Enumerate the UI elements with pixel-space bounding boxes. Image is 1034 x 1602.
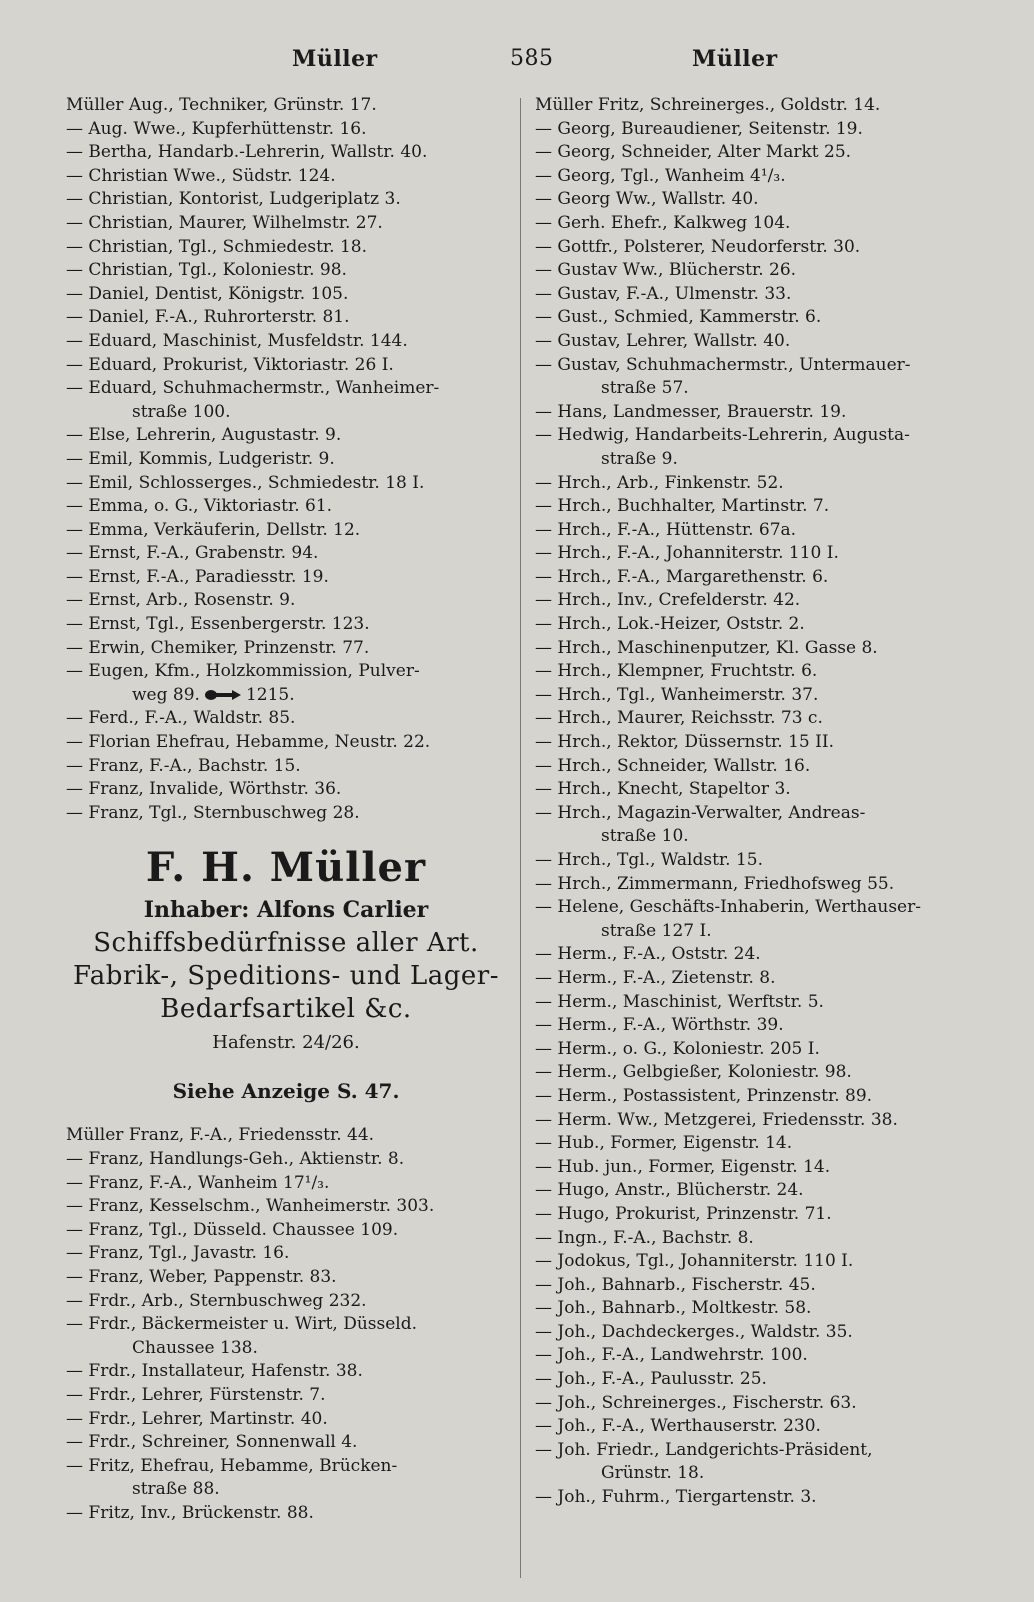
directory-entry (535, 637, 965, 661)
entry-text: — Herm. Ww., Metzgerei, Friedensstr. 38. (535, 1109, 898, 1130)
directory-entry (535, 849, 965, 873)
entry-text: Chaussee 138. (132, 1337, 258, 1358)
directory-entry (535, 707, 965, 731)
entry-text: — Georg, Bureaudiener, Seitenstr. 19. (535, 118, 863, 139)
directory-entry (535, 1014, 965, 1038)
left-column (66, 94, 506, 1526)
entry-text: straße 100. (132, 401, 231, 422)
directory-entry (66, 1384, 506, 1408)
entry-text: — Hrch., Buchhalter, Martinstr. 7. (535, 496, 830, 517)
ad-line: Bedarfsartikel &c. (160, 994, 412, 1025)
ad-line: Schiffsbedürfnisse aller Art. (93, 928, 479, 959)
entry-text: — Gerh. Ehefr., Kalkweg 104. (535, 212, 791, 233)
entry-text: — Franz, Tgl., Javastr. 16. (66, 1243, 290, 1264)
directory-entry (535, 1321, 965, 1345)
directory-entry (535, 991, 965, 1015)
directory-entry (535, 401, 965, 425)
ad-owner: Inhaber: Alfons Carlier (143, 897, 429, 924)
directory-entry (66, 236, 506, 260)
entry-text: — Jodokus, Tgl., Johanniterstr. 110 I. (535, 1251, 854, 1272)
directory-entry (66, 755, 506, 779)
directory-entry (535, 1179, 965, 1203)
entry-text: — Ernst, F.-A., Grabenstr. 94. (66, 543, 319, 564)
entry-text: — Joh. Friedr., Landgerichts-Präsident, (535, 1439, 873, 1460)
entry-text: — Aug. Wwe., Kupferhüttenstr. 16. (66, 118, 367, 139)
directory-entry (535, 424, 965, 448)
entry-text: — Joh., Bahnarb., Fischerstr. 45. (535, 1274, 816, 1295)
directory-entry (66, 472, 506, 496)
directory-entry (66, 519, 506, 543)
entry-text: — Franz, F.-A., Wanheim 17¹/₃. (66, 1172, 330, 1193)
entry-text: straße 88. (132, 1479, 220, 1500)
directory-entry (535, 1203, 965, 1227)
entry-text: — Christian, Tgl., Koloniestr. 98. (66, 260, 347, 281)
directory-entry (66, 637, 506, 661)
entry-text: — Christian, Kontorist, Ludgeriplatz 3. (66, 189, 401, 210)
entry-continuation (66, 1337, 506, 1361)
entry-text: — Hedwig, Handarbeits-Lehrerin, Augusta- (535, 425, 910, 446)
entry-text: — Franz, Handlungs-Geh., Aktienstr. 8. (66, 1149, 405, 1169)
entry-text: — Gustav, Lehrer, Wallstr. 40. (535, 330, 791, 351)
entry-text: — Frdr., Lehrer, Martinstr. 40. (66, 1408, 328, 1429)
directory-entry (535, 1392, 965, 1416)
directory-entry (535, 1274, 965, 1298)
entry-text: — Hub. jun., Former, Eigenstr. 14. (535, 1156, 831, 1177)
entry-text: — Georg, Tgl., Wanheim 4¹/₃. (535, 165, 786, 186)
directory-entry (66, 1455, 506, 1479)
directory-entry (535, 1415, 965, 1439)
header-right-name: Müller (692, 46, 778, 72)
entry-text: — Eduard, Maschinist, Musfeldstr. 144. (66, 330, 408, 351)
directory-entry (535, 354, 965, 378)
directory-entry (535, 283, 965, 307)
directory-entry (66, 259, 506, 283)
entry-text: — Herm., F.-A., Oststr. 24. (535, 944, 761, 965)
entry-text: — Christian, Maurer, Wilhelmstr. 27. (66, 212, 383, 233)
entry-text: — Joh., F.-A., Paulusstr. 25. (535, 1369, 767, 1390)
entry-text: — Joh., Dachdeckerges., Waldstr. 35. (535, 1321, 853, 1342)
directory-entry (535, 542, 965, 566)
entry-text: — Eduard, Schuhmachermstr., Wanheimer- (66, 378, 440, 399)
advertisement (66, 843, 506, 1108)
directory-entry (66, 589, 506, 613)
entry-text: — Joh., Fuhrm., Tiergartenstr. 3. (535, 1487, 817, 1508)
entry-text: — Joh., F.-A., Landwehrstr. 100. (535, 1345, 808, 1366)
directory-entry (66, 141, 506, 165)
directory-entry (535, 684, 965, 708)
directory-entry (66, 448, 506, 472)
entry-continuation (66, 684, 506, 708)
right-entries (535, 94, 965, 1510)
phone-number: 1215. (245, 684, 295, 705)
entry-text: — Herm., o. G., Koloniestr. 205 I. (535, 1038, 820, 1059)
directory-entry (66, 802, 506, 826)
ad-reference: Siehe Anzeige S. 47. (172, 1079, 400, 1104)
entry-text: — Frdr., Schreiner, Sonnenwall 4. (66, 1432, 358, 1453)
entry-text: — Gust., Schmied, Kammerstr. 6. (535, 307, 822, 328)
entry-text: — Ernst, Arb., Rosenstr. 9. (66, 590, 296, 611)
entry-text: — Hrch., Arb., Finkenstr. 52. (535, 472, 784, 493)
entry-text: — Herm., Maschinist, Werftstr. 5. (535, 991, 824, 1012)
entry-text: — Joh., F.-A., Werthauserstr. 230. (535, 1416, 821, 1437)
entry-text: — Georg Ww., Wallstr. 40. (535, 189, 759, 210)
entry-text: — Hrch., Maurer, Reichsstr. 73 c. (535, 708, 823, 729)
entry-text: — Hugo, Prokurist, Prinzenstr. 71. (535, 1203, 832, 1224)
directory-entry (535, 731, 965, 755)
entry-text: — Helene, Geschäfts-Inhaberin, Werthauser- (535, 897, 921, 918)
entry-text: — Emma, Verkäuferin, Dellstr. 12. (66, 519, 361, 540)
entry-text: — Emil, Schlosserges., Schmiedestr. 18 I. (66, 472, 425, 493)
directory-entry (535, 330, 965, 354)
entry-text: — Fritz, Ehefrau, Hebamme, Brücken- (66, 1455, 398, 1476)
entry-continuation (535, 920, 965, 944)
entry-text: — Ernst, Tgl., Essenbergerstr. 123. (66, 614, 370, 635)
entry-text: straße 127 I. (601, 920, 712, 941)
directory-entry (66, 1408, 506, 1432)
entry-text: — Herm., Postassistent, Prinzenstr. 89. (535, 1085, 873, 1106)
telephone-icon (204, 689, 242, 701)
directory-entry (535, 236, 965, 260)
directory-entry (535, 1344, 965, 1368)
entry-text: — Emma, o. G., Viktoriastr. 61. (66, 496, 333, 517)
directory-entry (66, 1124, 506, 1148)
entry-text: — Daniel, F.-A., Ruhrorterstr. 81. (66, 307, 350, 328)
entry-text: — Franz, Tgl., Sternbuschweg 28. (66, 802, 360, 823)
entry-text: — Else, Lehrerin, Augustastr. 9. (66, 425, 342, 446)
entry-text: — Gustav, F.-A., Ulmenstr. 33. (535, 283, 792, 304)
directory-entry (66, 613, 506, 637)
directory-entry (535, 589, 965, 613)
directory-entry (535, 778, 965, 802)
directory-entry (66, 94, 506, 118)
entry-text: — Hrch., Knecht, Stapeltor 3. (535, 779, 791, 800)
directory-entry (535, 1250, 965, 1274)
directory-entry (535, 94, 965, 118)
directory-entry (66, 542, 506, 566)
directory-entry (66, 1172, 506, 1196)
entry-text: — Gustav, Schuhmachermstr., Untermauer- (535, 354, 911, 375)
directory-entry (66, 283, 506, 307)
entry-text: straße 57. (601, 378, 689, 399)
entry-text: — Frdr., Arb., Sternbuschweg 232. (66, 1290, 367, 1311)
directory-entry (535, 1368, 965, 1392)
ad-line: Fabrik-, Speditions- und Lager- (72, 961, 500, 992)
directory-entry (66, 1360, 506, 1384)
directory-entry (535, 1132, 965, 1156)
entry-text: — Bertha, Handarb.-Lehrerin, Wallstr. 40. (66, 142, 428, 163)
entry-text: — Franz, Weber, Pappenstr. 83. (66, 1266, 337, 1287)
entry-text: — Hrch., F.-A., Johanniterstr. 110 I. (535, 543, 839, 564)
directory-entry (535, 188, 965, 212)
directory-entry (66, 1148, 506, 1172)
entry-text: — Fritz, Inv., Brückenstr. 88. (66, 1502, 314, 1523)
directory-entry (535, 118, 965, 142)
directory-entry (66, 566, 506, 590)
directory-entry (535, 896, 965, 920)
left-entries-top (66, 94, 506, 825)
entry-text: — Franz, Tgl., Düsseld. Chaussee 109. (66, 1219, 399, 1240)
entry-text: — Georg, Schneider, Alter Markt 25. (535, 142, 852, 163)
entry-text: — Hrch., F.-A., Hüttenstr. 67a. (535, 519, 797, 540)
entry-continuation (535, 377, 965, 401)
entry-continuation (66, 401, 506, 425)
ad-address: Hafenstr. 24/26. (212, 1032, 360, 1054)
entry-text: — Hrch., F.-A., Margarethenstr. 6. (535, 566, 829, 587)
entry-text: — Franz, F.-A., Bachstr. 15. (66, 755, 301, 776)
directory-entry (66, 330, 506, 354)
entry-text: — Hrch., Maschinenputzer, Kl. Gasse 8. (535, 637, 878, 658)
entry-text: — Hrch., Tgl., Wanheimerstr. 37. (535, 684, 819, 705)
entry-text: — Frdr., Bäckermeister u. Wirt, Düsseld. (66, 1314, 418, 1335)
entry-text: — Gustav Ww., Blücherstr. 26. (535, 260, 797, 281)
entry-text: — Ingn., F.-A., Bachstr. 8. (535, 1227, 754, 1248)
directory-entry (535, 873, 965, 897)
directory-entry (535, 519, 965, 543)
entry-text: — Herm., Gelbgießer, Koloniestr. 98. (535, 1062, 852, 1083)
entry-text: — Ferd., F.-A., Waldstr. 85. (66, 708, 296, 729)
directory-entry (535, 566, 965, 590)
entry-text: — Hrch., Zimmermann, Friedhofsweg 55. (535, 873, 895, 894)
entry-text: — Herm., F.-A., Zietenstr. 8. (535, 967, 776, 988)
directory-entry (66, 377, 506, 401)
directory-entry (535, 212, 965, 236)
directory-entry (535, 660, 965, 684)
entry-text: — Hrch., Rektor, Düssernstr. 15 II. (535, 732, 834, 753)
directory-entry (535, 1038, 965, 1062)
left-entries-bottom (66, 1124, 506, 1525)
directory-entry (535, 613, 965, 637)
directory-entry (535, 306, 965, 330)
directory-entry (535, 1486, 965, 1510)
entry-text: — Eugen, Kfm., Holzkommission, Pulver- (66, 661, 420, 682)
entry-text: — Hugo, Anstr., Blücherstr. 24. (535, 1180, 804, 1201)
entry-text: — Hrch., Lok.-Heizer, Oststr. 2. (535, 614, 805, 635)
directory-entry (66, 1313, 506, 1337)
directory-entry (66, 1502, 506, 1526)
directory-entry (66, 424, 506, 448)
entry-text: — Franz, Invalide, Wörthstr. 36. (66, 779, 342, 800)
entry-text: — Franz, Kesselschm., Wanheimerstr. 303. (66, 1196, 435, 1217)
entry-text: — Hrch., Schneider, Wallstr. 16. (535, 755, 811, 776)
entry-text: — Hrch., Tgl., Waldstr. 15. (535, 850, 764, 870)
entry-text: Müller Franz, F.-A., Friedensstr. 44. (66, 1125, 375, 1146)
directory-entry (535, 1227, 965, 1251)
entry-continuation (535, 825, 965, 849)
entry-text: — Daniel, Dentist, Königstr. 105. (66, 283, 349, 304)
directory-entry (535, 1085, 965, 1109)
entry-text: — Emil, Kommis, Ludgeristr. 9. (66, 448, 335, 469)
entry-text: Müller Aug., Techniker, Grünstr. 17. (66, 95, 377, 115)
entry-continuation (535, 1462, 965, 1486)
entry-text: — Erwin, Chemiker, Prinzenstr. 77. (66, 637, 370, 658)
directory-entry (535, 1156, 965, 1180)
directory-entry (535, 495, 965, 519)
directory-entry (66, 212, 506, 236)
directory-entry (535, 755, 965, 779)
directory-entry (66, 306, 506, 330)
directory-entry (66, 188, 506, 212)
directory-entry (66, 660, 506, 684)
entry-text: Müller Fritz, Schreinerges., Goldstr. 14. (535, 95, 881, 115)
entry-text: — Hrch., Inv., Crefelderstr. 42. (535, 590, 801, 611)
directory-entry (535, 472, 965, 496)
directory-entry (66, 354, 506, 378)
directory-entry (66, 165, 506, 189)
directory-entry (66, 1219, 506, 1243)
entry-text: — Christian, Tgl., Schmiedestr. 18. (66, 236, 368, 257)
entry-text: — Joh., Schreinerges., Fischerstr. 63. (535, 1392, 857, 1413)
directory-entry (66, 707, 506, 731)
directory-entry (535, 1297, 965, 1321)
entry-text: — Eduard, Prokurist, Viktoriastr. 26 I. (66, 354, 394, 375)
directory-entry (535, 259, 965, 283)
directory-entry (66, 1290, 506, 1314)
page-header (0, 46, 1034, 80)
directory-entry (66, 731, 506, 755)
entry-text: — Christian Wwe., Südstr. 124. (66, 165, 336, 186)
entry-text: — Frdr., Lehrer, Fürstenstr. 7. (66, 1384, 326, 1405)
entry-text: — Hrch., Klempner, Fruchtstr. 6. (535, 661, 818, 682)
entry-text: weg 89. (132, 684, 200, 705)
directory-entry (66, 1195, 506, 1219)
directory-entry (66, 778, 506, 802)
directory-entry (66, 495, 506, 519)
page-number: 585 (510, 46, 554, 71)
directory-entry (535, 1109, 965, 1133)
directory-entry (66, 1431, 506, 1455)
entry-text: straße 10. (601, 826, 689, 847)
directory-entry (535, 967, 965, 991)
column-divider (520, 98, 521, 1578)
ad-title: F. H. Müller (145, 844, 427, 892)
entry-text: — Frdr., Installateur, Hafenstr. 38. (66, 1361, 363, 1382)
right-column (535, 94, 965, 1510)
entry-text: Grünstr. 18. (601, 1463, 705, 1484)
entry-text: — Florian Ehefrau, Hebamme, Neustr. 22. (66, 732, 431, 753)
directory-entry (535, 1061, 965, 1085)
entry-text: — Hub., Former, Eigenstr. 14. (535, 1133, 793, 1154)
entry-text: — Gottfr., Polsterer, Neudorferstr. 30. (535, 236, 861, 257)
entry-text: — Herm., F.-A., Wörthstr. 39. (535, 1015, 784, 1036)
entry-text: — Hans, Landmesser, Brauerstr. 19. (535, 401, 847, 422)
header-left-name: Müller (292, 46, 378, 72)
directory-entry (66, 1266, 506, 1290)
entry-text: — Ernst, F.-A., Paradiesstr. 19. (66, 566, 329, 587)
entry-text: straße 9. (601, 448, 678, 469)
directory-entry (66, 1242, 506, 1266)
directory-entry (535, 165, 965, 189)
entry-text: — Hrch., Magazin-Verwalter, Andreas- (535, 802, 866, 823)
directory-entry (535, 802, 965, 826)
directory-entry (535, 141, 965, 165)
entry-continuation (66, 1478, 506, 1502)
entry-text: — Joh., Bahnarb., Moltkestr. 58. (535, 1298, 812, 1319)
directory-entry (535, 1439, 965, 1463)
entry-continuation (535, 448, 965, 472)
directory-entry (66, 118, 506, 142)
directory-entry (535, 943, 965, 967)
